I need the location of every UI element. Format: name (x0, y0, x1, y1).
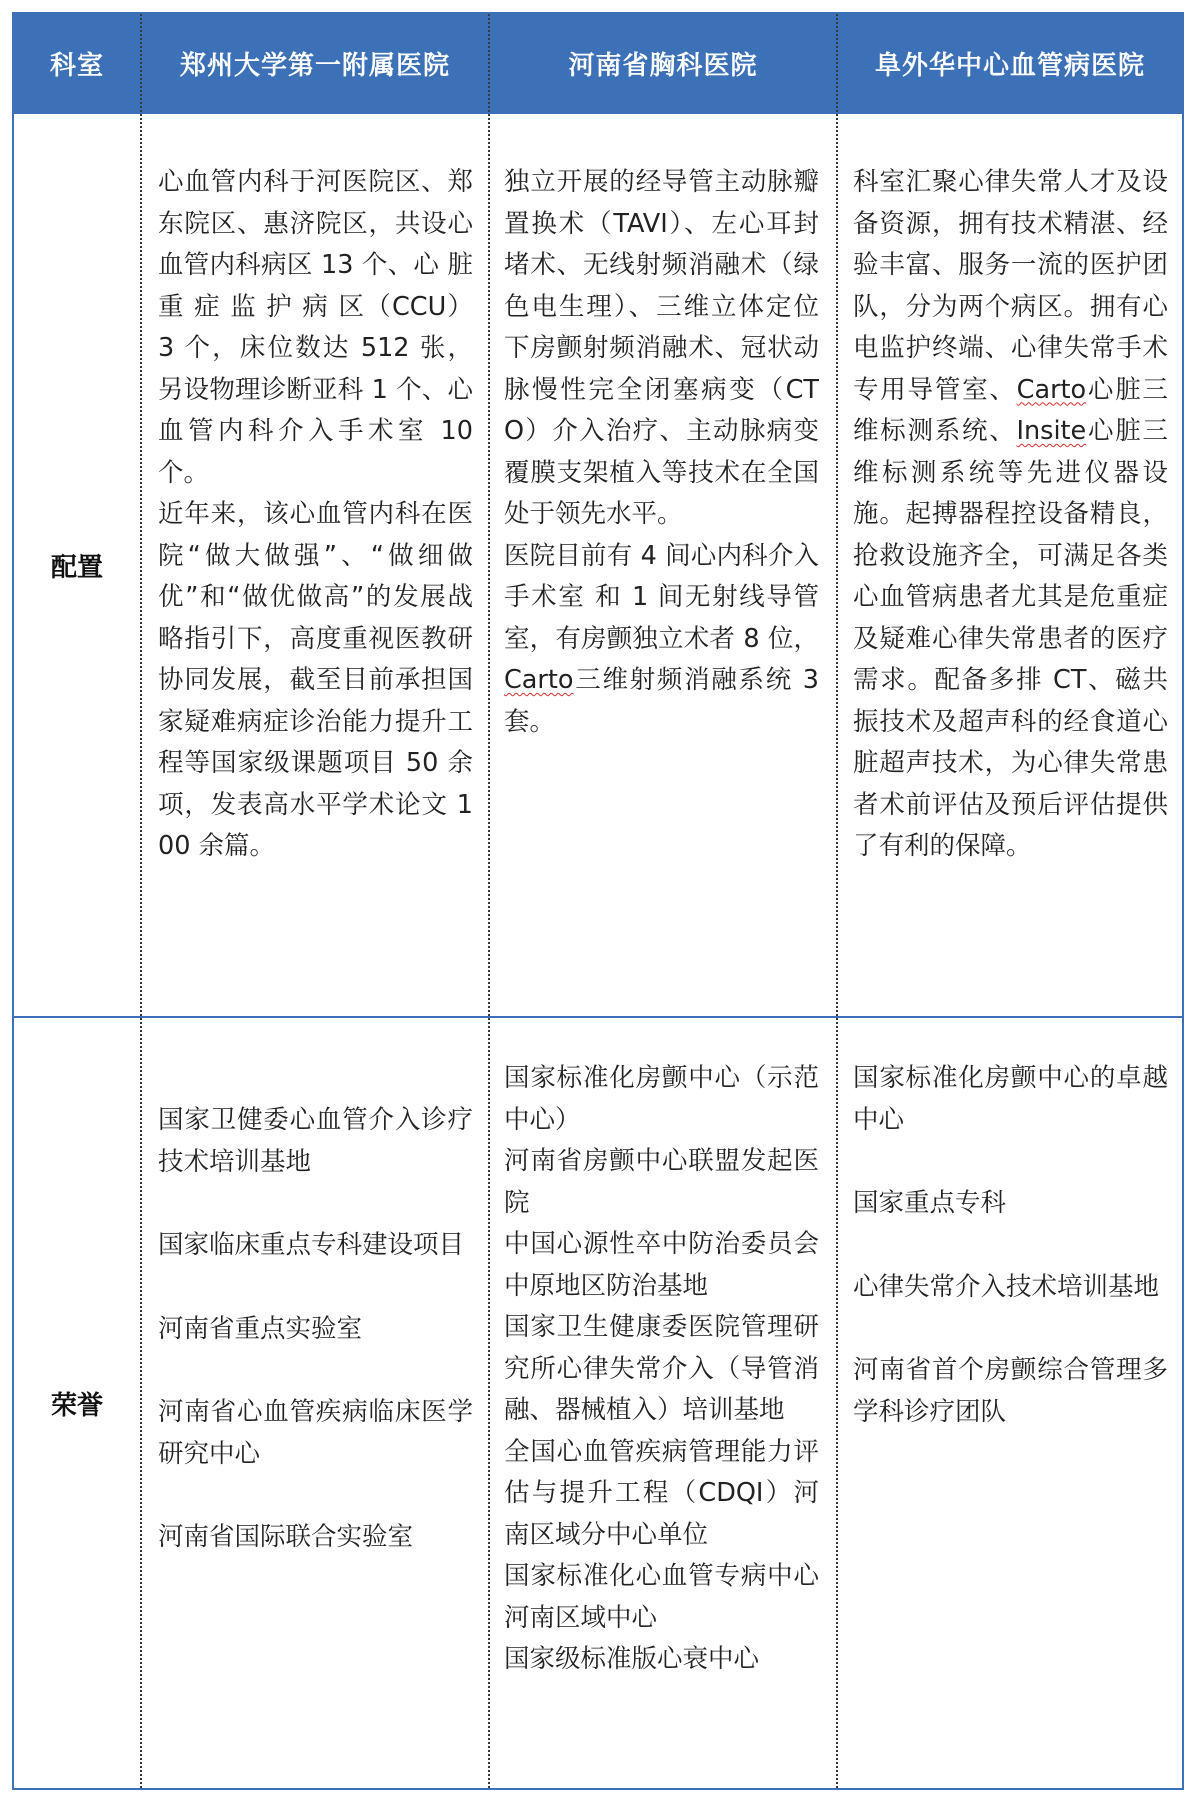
honor-zhengzhou-item: 国家卫健委心血管介入诊疗技术培训基地 (158, 1105, 473, 1177)
row-label-config: 配置 (50, 552, 103, 583)
config-zhengzhou-cell (158, 162, 473, 868)
config-chest-text: 三维射频消融系统 3 套。 (504, 665, 819, 737)
honor-fuwai-item: 心律失常介入技术培训基地 (853, 1271, 1160, 1302)
honor-chest-item: 全国心血管疾病管理能力评估与提升工程（CDQI）河南区域分中心单位 (504, 1436, 819, 1550)
honor-chest-item: 国家级标准版心衰中心 (504, 1644, 760, 1674)
column-divider (140, 14, 142, 1788)
header-divider (12, 112, 1184, 114)
column-divider (836, 14, 838, 1788)
spellcheck-insite: Insite (1016, 416, 1087, 446)
honor-chest-item: 国家标准化心血管专病中心河南区域中心 (504, 1561, 819, 1633)
honor-chest-cell (504, 1058, 819, 1681)
config-fuwai-cell (853, 162, 1168, 868)
honor-fuwai-item: 国家重点专科 (853, 1188, 1007, 1218)
honor-zhengzhou-item: 河南省国际联合实验室 (158, 1522, 414, 1552)
row-label-honor: 荣誉 (50, 1390, 103, 1421)
config-fuwai-text: 科室汇聚心律失常人才及设备资源，拥有技术精湛、经验丰富、服务一流的医护团队，分为两个病区。拥有心电监护终端、心律失常手术专用导管室、 (853, 167, 1168, 405)
honor-fuwai-item: 国家标准化房颤中心的卓越中心 (853, 1063, 1168, 1135)
honor-chest-item: 国家卫生健康委医院管理研究所心律失常介入（导管消融、器械植入）培训基地 (504, 1312, 819, 1425)
column-divider (488, 14, 490, 1788)
config-chest-para: 独立开展的经导管主动脉瓣置换术（TAVI）、左心耳封堵术、无线射频消融术（绿色电生理）、三维立体定位下房颤射频消融术、冠状动脉慢性完全闭塞病变（CTO）介入治疗、主动脉病变覆膜支架植入等技术在全国处于领先水平。 (504, 167, 819, 529)
honor-chest-item: 河南省房颤中心联盟发起医院 (504, 1146, 819, 1218)
honor-zhengzhou-item: 河南省心血管疾病临床医学研究中心 (158, 1397, 473, 1469)
config-fuwai-para (853, 162, 1168, 868)
config-zhengzhou-para: 近年来，该心血管内科在医院“做大做强”、“做细做优”和“做优做高”的发展战略指引下，高度重视医教研协同发展，截至目前承担国家疑难病症诊治能力提升工程等国家级课题项目 50 余项，发表高水平学术论文 100 余篇。 (158, 499, 473, 861)
config-zhengzhou-para: 心血管内科于河医院区、郑东院区、惠济院区，共设心血管内科病区 13 个、心 脏 重 症 监 护 病 区（CCU）3 个，床位数达 512 张， 另设物理诊断亚科 1 个、心血管内科介入手术室 10 个。 (158, 167, 473, 488)
spellcheck-carto: Carto (504, 665, 574, 695)
honor-zhengzhou-item: 河南省重点实验室 (158, 1313, 363, 1344)
row-divider (12, 1016, 1184, 1018)
spellcheck-carto: Carto (1016, 374, 1087, 405)
header-chest-hospital: 河南省胸科医院 (568, 50, 758, 81)
honor-zhengzhou-cell (158, 1100, 473, 1559)
config-fuwai-text: 心脏三维标测系统等先进仪器设施。起搏器程控设备精良，抢救设施齐全，可满足各类心血管病患者尤其是危重症及疑难心律失常患者的医疗需求。配备多排 CT、磁共振技术及超声科的经食道心脏超声技术，为心律失常患者术前评估及预后评估提供了有利的保障。 (853, 416, 1168, 861)
honor-fuwai-cell (853, 1058, 1168, 1433)
header-department: 科室 (49, 50, 104, 81)
honor-chest-item: 国家标准化房颤中心（示范中心） (504, 1063, 819, 1135)
config-chest-cell (504, 162, 819, 743)
header-zhengzhou-hospital: 郑州大学第一附属医院 (179, 50, 450, 81)
honor-zhengzhou-item: 国家临床重点专科建设项目 (158, 1230, 465, 1260)
header-fuwai-hospital: 阜外华中心血管病医院 (874, 50, 1145, 81)
honor-fuwai-item: 河南省首个房颤综合管理多学科诊疗团队 (853, 1355, 1168, 1427)
config-fuwai-text: 心脏三维标测系统、 (853, 374, 1168, 446)
config-chest-para (504, 536, 819, 744)
honor-chest-item: 中国心源性卒中防治委员会中原地区防治基地 (504, 1229, 819, 1301)
config-chest-text: 医院目前有 4 间心内科介入手术室 和 1 间无射线导管室，有房颤独立术者 8 位， (504, 540, 819, 654)
